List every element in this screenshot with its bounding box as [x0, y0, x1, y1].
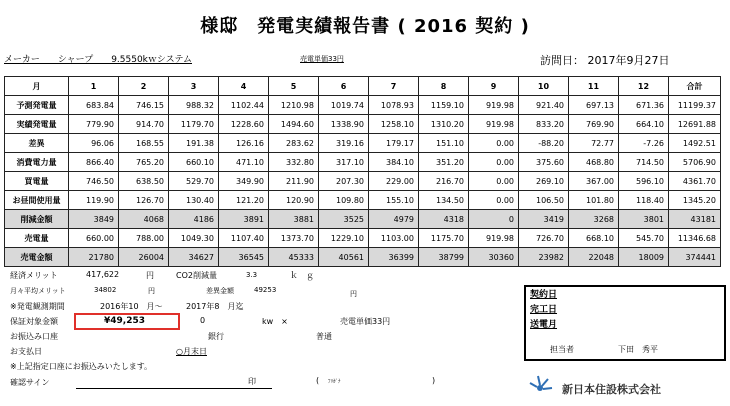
table-cell: 317.10: [319, 153, 369, 172]
table-cell: 0.00: [469, 191, 519, 210]
row-label: 予測発電量: [5, 96, 69, 115]
table-row: [5, 172, 721, 191]
table-cell: 765.20: [119, 153, 169, 172]
table-cell: 596.10: [619, 172, 669, 191]
pay-date-value: ○月末日: [176, 347, 207, 356]
row-label: 売電金額: [5, 248, 69, 267]
table-cell: 671.36: [619, 96, 669, 115]
column-header: 4: [219, 77, 269, 96]
row-label: 消費電力量: [5, 153, 69, 172]
account-type: 普通: [316, 332, 332, 341]
table-cell: 109.80: [319, 191, 369, 210]
table-cell: 23982: [519, 248, 569, 267]
table-cell: 1310.20: [419, 115, 469, 134]
table-cell: 36545: [219, 248, 269, 267]
table-cell: 664.10: [619, 115, 669, 134]
table-cell: 3419: [519, 210, 569, 229]
table-cell: 1078.93: [369, 96, 419, 115]
table-cell: 3881: [269, 210, 319, 229]
table-cell: 668.10: [569, 229, 619, 248]
company-name: 新日本住設株式会社: [562, 383, 661, 396]
pay-date-label: お支払日: [10, 347, 42, 356]
merit-label: 経済メリット: [10, 271, 58, 280]
table-cell: 1019.74: [319, 96, 369, 115]
table-cell: -7.26: [619, 134, 669, 153]
column-header: 11: [569, 77, 619, 96]
table-cell: 1492.51: [669, 134, 721, 153]
table-cell: 283.62: [269, 134, 319, 153]
seal-mark: 印: [248, 377, 256, 386]
table-cell: 468.80: [569, 153, 619, 172]
table-row: [5, 115, 721, 134]
complete-date-label: 完工日: [530, 305, 558, 315]
table-row: [5, 134, 721, 153]
maker-line: メーカー シャープ 9.5550kｗシステム: [4, 55, 192, 65]
table-cell: 1159.10: [419, 96, 469, 115]
column-header: 9: [469, 77, 519, 96]
table-cell: 120.90: [269, 191, 319, 210]
company-logo-icon: [528, 370, 558, 400]
table-cell: 1345.20: [669, 191, 721, 210]
table-cell: 3891: [219, 210, 269, 229]
table-cell: 211.90: [269, 172, 319, 191]
table-cell: 38799: [419, 248, 469, 267]
table-cell: 11199.37: [669, 96, 721, 115]
table-cell: 21780: [69, 248, 119, 267]
table-cell: 72.77: [569, 134, 619, 153]
column-header: 12: [619, 77, 669, 96]
table-cell: 367.00: [569, 172, 619, 191]
table-cell: 1175.70: [419, 229, 469, 248]
table-cell: 101.80: [569, 191, 619, 210]
staff-name: 下田 秀平: [618, 345, 658, 354]
table-cell: 5706.90: [669, 153, 721, 172]
contract-date-label: 契約日: [530, 290, 558, 300]
table-cell: 788.00: [119, 229, 169, 248]
visit-date: [540, 52, 670, 68]
table-cell: 216.70: [419, 172, 469, 191]
table-cell: 746.50: [69, 172, 119, 191]
guarantee-value: ¥49,253: [104, 316, 145, 326]
co2-unit: ｋ ｇ: [290, 271, 314, 280]
table-cell: 1258.10: [369, 115, 419, 134]
table-cell: 919.98: [469, 229, 519, 248]
table-cell: 34627: [169, 248, 219, 267]
table-cell: 4068: [119, 210, 169, 229]
table-cell: 118.40: [619, 191, 669, 210]
table-cell: 1107.40: [219, 229, 269, 248]
table-cell: 921.40: [519, 96, 569, 115]
staff-label: 担当者: [550, 345, 574, 354]
table-row: [5, 229, 721, 248]
table-cell: 229.00: [369, 172, 419, 191]
table-cell: 1102.44: [219, 96, 269, 115]
table-cell: 3525: [319, 210, 369, 229]
table-cell: 191.38: [169, 134, 219, 153]
table-cell: 697.13: [569, 96, 619, 115]
co2-value: 3.3: [246, 271, 258, 279]
table-cell: 375.60: [519, 153, 569, 172]
table-cell: 638.50: [119, 172, 169, 191]
table-cell: 96.06: [69, 134, 119, 153]
co2-label: CO2削減量: [176, 271, 217, 280]
table-cell: 714.50: [619, 153, 669, 172]
table-cell: 1338.90: [319, 115, 369, 134]
table-cell: 130.40: [169, 191, 219, 210]
table-cell: 914.70: [119, 115, 169, 134]
table-cell: 4979: [369, 210, 419, 229]
column-header: 月: [5, 77, 69, 96]
table-cell: 18009: [619, 248, 669, 267]
table-cell: 12691.88: [669, 115, 721, 134]
table-cell: 374441: [669, 248, 721, 267]
row-label: 差異: [5, 134, 69, 153]
table-cell: 1179.70: [169, 115, 219, 134]
table-cell: 0.00: [469, 134, 519, 153]
column-header: 10: [519, 77, 569, 96]
table-cell: 3849: [69, 210, 119, 229]
table-cell: 179.17: [369, 134, 419, 153]
paren-open: (: [316, 376, 320, 385]
table-cell: 1103.00: [369, 229, 419, 248]
table-cell: 351.20: [419, 153, 469, 172]
table-cell: 0.00: [469, 153, 519, 172]
table-row: [5, 96, 721, 115]
table-cell: 545.70: [619, 229, 669, 248]
table-cell: 1494.60: [269, 115, 319, 134]
table-cell: 779.90: [69, 115, 119, 134]
bank-label: 銀行: [208, 332, 224, 341]
table-cell: 471.10: [219, 153, 269, 172]
table-cell: 769.90: [569, 115, 619, 134]
diff-amount-value: 49253: [254, 286, 277, 294]
generation-table: [4, 76, 721, 267]
table-row: [5, 191, 721, 210]
column-header: 5: [269, 77, 319, 96]
table-header-row: [5, 77, 721, 96]
table-cell: 121.20: [219, 191, 269, 210]
table-cell: 36399: [369, 248, 419, 267]
table-cell: 919.98: [469, 96, 519, 115]
table-cell: 151.10: [419, 134, 469, 153]
table-cell: 332.80: [269, 153, 319, 172]
period-to: 2017年8 月迄: [186, 302, 244, 311]
paren-close: ): [432, 376, 436, 385]
monthly-merit-unit: 円: [148, 287, 155, 295]
table-cell: 660.00: [69, 229, 119, 248]
period-label: ※発電観測期間: [10, 302, 65, 311]
table-cell: 126.16: [219, 134, 269, 153]
table-cell: 22048: [569, 248, 619, 267]
table-cell: 1229.10: [319, 229, 369, 248]
column-header: 1: [69, 77, 119, 96]
unit-price: 売電単価33円: [300, 55, 344, 63]
visit-date-value: 2017年9月27日: [587, 54, 670, 67]
table-cell: 119.90: [69, 191, 119, 210]
table-cell: 660.10: [169, 153, 219, 172]
row-label: 削減金額: [5, 210, 69, 229]
table-cell: 269.10: [519, 172, 569, 191]
table-cell: 0: [469, 210, 519, 229]
guarantee-price: 売電単価33円: [340, 317, 391, 326]
guarantee-kw: 0: [200, 316, 206, 325]
table-cell: 919.98: [469, 115, 519, 134]
table-cell: 11346.68: [669, 229, 721, 248]
table-cell: 1228.60: [219, 115, 269, 134]
visit-label: 訪問日：: [540, 54, 584, 67]
table-cell: 106.50: [519, 191, 569, 210]
table-cell: 26004: [119, 248, 169, 267]
furigana-label: ﾌﾘｶﾞﾅ: [328, 379, 341, 385]
table-cell: 384.10: [369, 153, 419, 172]
monthly-merit-label: 月々平均メリット: [10, 287, 66, 295]
merit-value: 417,622: [86, 270, 120, 279]
row-label: 売電量: [5, 229, 69, 248]
table-cell: 3268: [569, 210, 619, 229]
table-cell: 1373.70: [269, 229, 319, 248]
merit-unit: 円: [146, 271, 154, 280]
table-cell: 4361.70: [669, 172, 721, 191]
row-label: お昼間使用量: [5, 191, 69, 210]
table-row: [5, 210, 721, 229]
monthly-merit-value: 34802: [94, 286, 117, 294]
table-cell: 529.70: [169, 172, 219, 191]
kw-unit: kw ×: [262, 317, 288, 326]
table-cell: 746.15: [119, 96, 169, 115]
column-header: 合計: [669, 77, 721, 96]
transfer-note: ※上記指定口座にお振込みいたします。: [10, 362, 153, 371]
table-cell: 1210.98: [269, 96, 319, 115]
table-cell: 0.00: [469, 172, 519, 191]
column-header: 6: [319, 77, 369, 96]
table-cell: 726.70: [519, 229, 569, 248]
table-cell: 45333: [269, 248, 319, 267]
table-cell: 168.55: [119, 134, 169, 153]
table-cell: 126.70: [119, 191, 169, 210]
table-cell: 349.90: [219, 172, 269, 191]
table-row: [5, 153, 721, 172]
table-cell: 4318: [419, 210, 469, 229]
column-header: 8: [419, 77, 469, 96]
table-cell: 988.32: [169, 96, 219, 115]
account-label: お振込み口座: [10, 332, 58, 341]
table-cell: 4186: [169, 210, 219, 229]
table-cell: 30360: [469, 248, 519, 267]
sign-line: [76, 388, 272, 389]
table-cell: 1049.30: [169, 229, 219, 248]
table-cell: 866.40: [69, 153, 119, 172]
table-cell: 683.84: [69, 96, 119, 115]
period-from: 2016年10 月～: [100, 302, 163, 311]
column-header: 7: [369, 77, 419, 96]
column-header: 3: [169, 77, 219, 96]
sign-label: 確認サイン: [10, 378, 50, 387]
table-cell: 207.30: [319, 172, 369, 191]
table-cell: 134.50: [419, 191, 469, 210]
table-cell: 43181: [669, 210, 721, 229]
diff-amount-label: 差異金額: [206, 287, 234, 295]
report-title: 様邸 発電実績報告書 ( 2016 契約 ): [200, 16, 530, 37]
table-cell: 319.16: [319, 134, 369, 153]
guarantee-label: 保証対象金額: [10, 317, 58, 326]
table-cell: 3801: [619, 210, 669, 229]
table-row: [5, 248, 721, 267]
table-cell: 155.10: [369, 191, 419, 210]
table-cell: 40561: [319, 248, 369, 267]
diff-amount-unit: 円: [350, 290, 357, 298]
row-label: 買電量: [5, 172, 69, 191]
column-header: 2: [119, 77, 169, 96]
row-label: 実績発電量: [5, 115, 69, 134]
table-cell: -88.20: [519, 134, 569, 153]
send-month-label: 送電月: [530, 320, 558, 330]
table-cell: 833.20: [519, 115, 569, 134]
